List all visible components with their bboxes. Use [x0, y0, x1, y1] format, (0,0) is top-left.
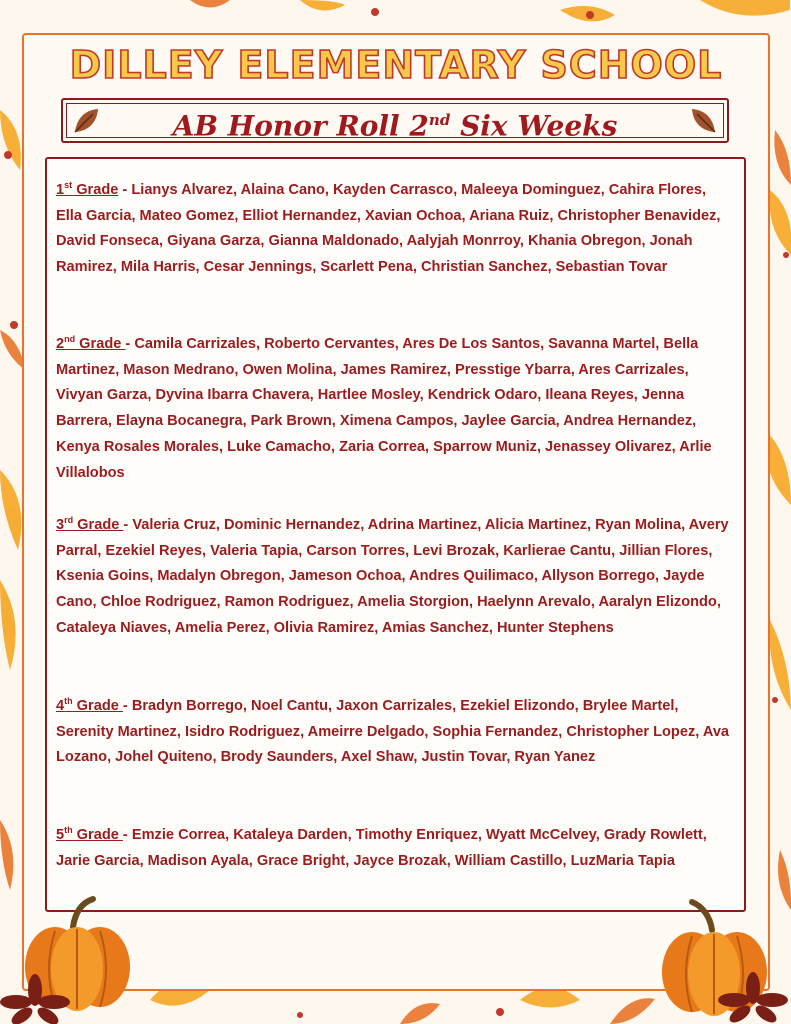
subtitle-end: Six Weeks [450, 109, 618, 143]
grade-names: - Camila Carrizales, Roberto Cervantes, Ares De Los Santos, Savanna Martel, Bella Martinez, Mason Medrano, Owen Molina, James Ramirez, Presstige Ybarra, Ares Carrizales, Vivyan Garza, Dyvina Ibarra Chavera, Hartlee Mosley, Kendrick Odaro, Ileana Reyes, Jenna Barrera, Elayna Bocanegra, Park Brown, Ximena Campos, Jaylee Garcia, Andrea Hernandez, Kenya Rosales Morales, Luke Camacho, Zaria Correa, Sparrow Muniz, Jenassey Olivarez, Arlie Villalobos [56, 335, 712, 481]
grade-names: - Lianys Alvarez, Alaina Cano, Kayden Carrasco, Maleeya Dominguez, Cahira Flores, Ella Garcia, Mateo Gomez, Elliot Hernandez, Xavian Ochoa, Ariana Ruiz, Christopher Benavidez, David Fonseca, Giyana Garza, Gianna Maldonado, Aalyjah Monrroy, Khania Obregon, Jonah Ramirez, Mila Harris, Cesar Jennings, Scarlett Pena, Christian Sanchez, Sebastian Tovar [56, 181, 721, 276]
grade-5-section [56, 818, 732, 874]
grade-label: 2nd Grade [56, 334, 126, 352]
honor-roll-content [45, 157, 746, 912]
grade-2-section [56, 327, 732, 487]
anise-star-icon [718, 968, 788, 1024]
subtitle [63, 100, 727, 141]
grade-names: - Valeria Cruz, Dominic Hernandez, Adrina Martinez, Alicia Martinez, Ryan Molina, Avery Parral, Ezekiel Reyes, Valeria Tapia, Carson Torres, Levi Brozak, Karlierae Cantu, Jillian Flores, Ksenia Goins, Madalyn Obregon, Jameson Ochoa, Andres Quilimaco, Allyson Borrego, Jayde Cano, Chloe Rodriguez, Ramon Rodriguez, Amelia Storgion, Haelynn Arevalo, Aaralyn Elizondo, Cataleya Niaves, Amelia Perez, Olivia Ramirez, Amias Sanchez, Hunter Stephens [56, 516, 729, 637]
grade-label: 4th Grade [56, 696, 123, 714]
grade-4-section [56, 689, 732, 771]
grade-label: 3rd Grade [56, 515, 124, 533]
school-title: DILLEY ELEMENTARY SCHOOL [69, 43, 723, 87]
anise-star-icon [0, 970, 70, 1024]
subtitle-main: AB Honor Roll 2 [172, 109, 429, 143]
leaf-icon [689, 106, 719, 136]
grade-label: 1st Grade [56, 180, 119, 198]
grade-label: 5th Grade [56, 825, 123, 843]
grade-names: - Emzie Correa, Kataleya Darden, Timothy Enriquez, Wyatt McCelvey, Grady Rowlett, Jarie Garcia, Madison Ayala, Grace Bright, Jayce Brozak, William Castillo, LuzMaria Tapia [56, 826, 707, 869]
grade-names: - Bradyn Borrego, Noel Cantu, Jaxon Carrizales, Ezekiel Elizondo, Brylee Martel, Serenity Martinez, Isidro Rodriguez, Ameirre Delgado, Sophia Fernandez, Christopher Lopez, Ava Lozano, Johel Quiteno, Brody Saunders, Axel Shaw, Justin Tovar, Ryan Yanez [56, 697, 730, 766]
subtitle-superscript: nd [428, 111, 451, 129]
subtitle-banner [61, 98, 729, 143]
grade-1-section [56, 173, 732, 281]
grade-3-section [56, 508, 732, 642]
